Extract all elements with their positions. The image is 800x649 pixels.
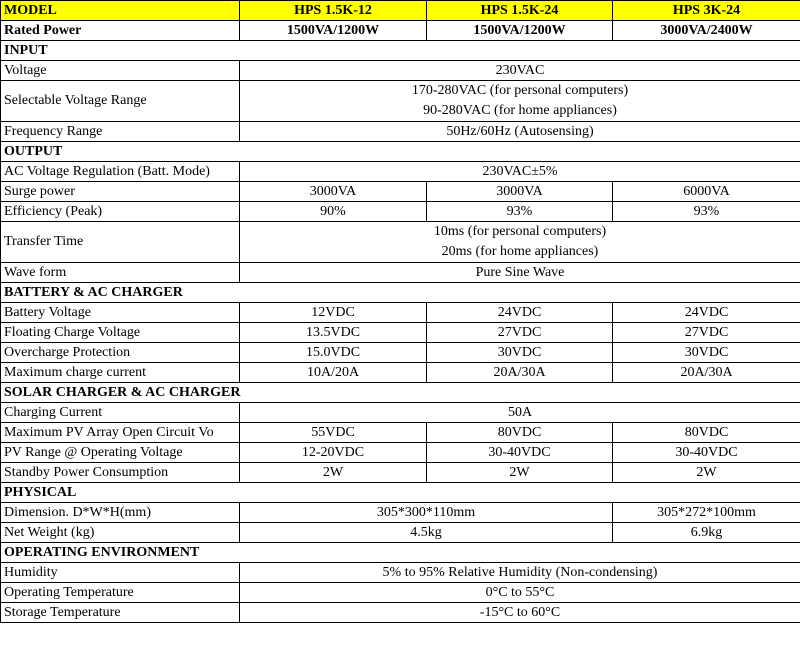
- cell-value: [240, 222, 800, 263]
- cell-value: 230VAC: [240, 61, 800, 81]
- regulation-row: [1, 162, 800, 182]
- section-heading-input: [1, 41, 800, 61]
- row-label: Net Weight (kg): [1, 523, 240, 543]
- cell-value: 3000VA: [427, 182, 613, 202]
- selectable-voltage-row: [1, 81, 800, 122]
- cell-value: [240, 81, 800, 122]
- row-label: Dimension. D*W*H(mm): [1, 503, 240, 523]
- section-title: OPERATING ENVIRONMENT: [1, 543, 800, 563]
- cell-value: 80VDC: [427, 423, 613, 443]
- cell-value: 12-20VDC: [240, 443, 427, 463]
- humidity-row: [1, 563, 800, 583]
- section-heading-physical: [1, 483, 800, 503]
- battery-voltage-row: [1, 303, 800, 323]
- cell-value: 1500VA/1200W: [427, 21, 613, 41]
- cell-value: 20A/30A: [613, 363, 800, 383]
- row-label: Floating Charge Voltage: [1, 323, 240, 343]
- cell-value: 55VDC: [240, 423, 427, 443]
- overcharge-row: [1, 343, 800, 363]
- row-label: AC Voltage Regulation (Batt. Mode): [1, 162, 240, 182]
- row-label: Overcharge Protection: [1, 343, 240, 363]
- cell-value: 30-40VDC: [613, 443, 800, 463]
- cell-value: 20A/30A: [427, 363, 613, 383]
- cell-value: 80VDC: [613, 423, 800, 443]
- row-label: Humidity: [1, 563, 240, 583]
- waveform-row: [1, 263, 800, 283]
- row-label: Battery Voltage: [1, 303, 240, 323]
- cell-value: 27VDC: [613, 323, 800, 343]
- model-name: HPS 1.5K-24: [427, 1, 613, 21]
- transfer-time-row: [1, 222, 800, 263]
- row-label: Maximum PV Array Open Circuit Vo: [1, 423, 240, 443]
- model-name: HPS 3K-24: [613, 1, 800, 21]
- cell-value: 27VDC: [427, 323, 613, 343]
- cell-value: 2W: [427, 463, 613, 483]
- pv-open-circuit-row: [1, 423, 800, 443]
- cell-line: 10ms (for personal computers): [433, 224, 607, 239]
- operating-temp-row: [1, 583, 800, 603]
- row-label: Standby Power Consumption: [1, 463, 240, 483]
- cell-value: 3000VA/2400W: [613, 21, 800, 41]
- dimension-row: [1, 503, 800, 523]
- section-title: SOLAR CHARGER & AC CHARGER: [1, 383, 800, 403]
- cell-value: 13.5VDC: [240, 323, 427, 343]
- row-label: PV Range @ Operating Voltage: [1, 443, 240, 463]
- row-label: Efficiency (Peak): [1, 202, 240, 222]
- row-label: Operating Temperature: [1, 583, 240, 603]
- section-title: PHYSICAL: [1, 483, 800, 503]
- row-label: Frequency Range: [1, 122, 240, 142]
- cell-value: 30VDC: [613, 343, 800, 363]
- cell-value: 6.9kg: [613, 523, 800, 543]
- cell-value: 305*300*110mm: [240, 503, 613, 523]
- section-heading-solar: [1, 383, 800, 403]
- cell-value: 50A: [240, 403, 800, 423]
- section-title: INPUT: [1, 41, 800, 61]
- cell-line: 20ms (for home appliances): [441, 244, 599, 259]
- row-label: Wave form: [1, 263, 240, 283]
- cell-value: 4.5kg: [240, 523, 613, 543]
- cell-value: 3000VA: [240, 182, 427, 202]
- cell-value: 305*272*100mm: [613, 503, 800, 523]
- net-weight-row: [1, 523, 800, 543]
- cell-value: 5% to 95% Relative Humidity (Non-condensing): [240, 563, 800, 583]
- row-label: Surge power: [1, 182, 240, 202]
- floating-charge-row: [1, 323, 800, 343]
- row-label: Voltage: [1, 61, 240, 81]
- voltage-row: [1, 61, 800, 81]
- row-label: Selectable Voltage Range: [1, 81, 240, 122]
- section-title: BATTERY & AC CHARGER: [1, 283, 800, 303]
- cell-line: 170-280VAC (for personal computers): [411, 83, 629, 98]
- section-heading-output: [1, 142, 800, 162]
- section-heading-environment: [1, 543, 800, 563]
- cell-value: 0°C to 55°C: [240, 583, 800, 603]
- max-charge-current-row: [1, 363, 800, 383]
- cell-value: 93%: [427, 202, 613, 222]
- cell-value: 30-40VDC: [427, 443, 613, 463]
- cell-line: 90-280VAC (for home appliances): [423, 103, 617, 118]
- cell-value: 10A/20A: [240, 363, 427, 383]
- cell-value: 24VDC: [427, 303, 613, 323]
- section-title: OUTPUT: [1, 142, 800, 162]
- pv-range-row: [1, 443, 800, 463]
- cell-value: 30VDC: [427, 343, 613, 363]
- efficiency-row: [1, 202, 800, 222]
- cell-value: 230VAC±5%: [240, 162, 800, 182]
- cell-value: 93%: [613, 202, 800, 222]
- cell-value: 2W: [240, 463, 427, 483]
- cell-value: 1500VA/1200W: [240, 21, 427, 41]
- rated-power-row: [1, 21, 800, 41]
- row-label: Rated Power: [1, 21, 240, 41]
- frequency-row: [1, 122, 800, 142]
- cell-value: Pure Sine Wave: [240, 263, 800, 283]
- row-label: Transfer Time: [1, 222, 240, 263]
- storage-temp-row: [1, 603, 800, 623]
- section-heading-battery: [1, 283, 800, 303]
- header-row: [1, 1, 800, 21]
- row-label: Charging Current: [1, 403, 240, 423]
- cell-value: -15°C to 60°C: [240, 603, 800, 623]
- standby-power-row: [1, 463, 800, 483]
- cell-value: 12VDC: [240, 303, 427, 323]
- cell-value: 90%: [240, 202, 427, 222]
- surge-row: [1, 182, 800, 202]
- charging-current-row: [1, 403, 800, 423]
- model-name: HPS 1.5K-12: [240, 1, 427, 21]
- model-label: MODEL: [1, 1, 240, 21]
- cell-value: 50Hz/60Hz (Autosensing): [240, 122, 800, 142]
- cell-value: 2W: [613, 463, 800, 483]
- row-label: Storage Temperature: [1, 603, 240, 623]
- row-label: Maximum charge current: [1, 363, 240, 383]
- cell-value: 24VDC: [613, 303, 800, 323]
- cell-value: 15.0VDC: [240, 343, 427, 363]
- cell-value: 6000VA: [613, 182, 800, 202]
